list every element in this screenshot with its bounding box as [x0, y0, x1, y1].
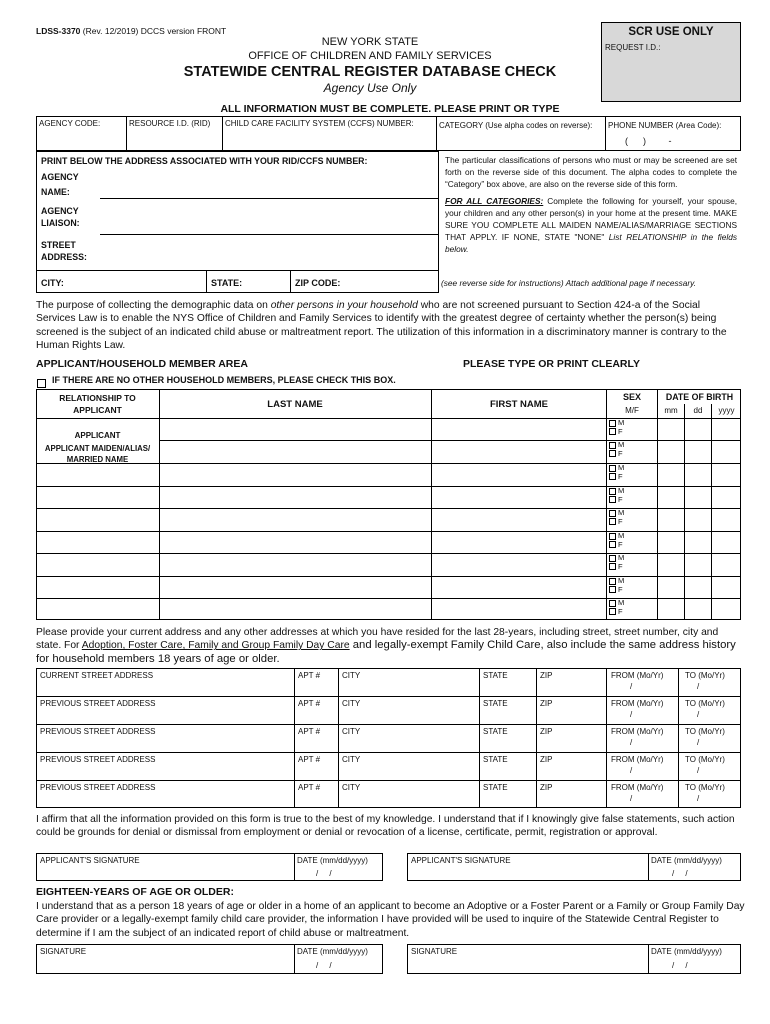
- form-title: STATEWIDE CENTRAL REGISTER DATABASE CHECK: [183, 64, 557, 80]
- eighteen-text: I understand that as a person 18 years of age or older in a home of an applicant to become an Adoptive or a Foster Parent or a Family or Group Family Day Care provider or a legally-exempt family child care provider, the information I have provided will be used to inquire of the Statewide Central Register to determine if I am the subject of an indicated report of child abuse or maltreatment.: [36, 901, 745, 939]
- from-date-label: FROM (Mo/Yr): [611, 783, 664, 792]
- sex-checkbox-group: [609, 487, 624, 504]
- to-slash: /: [697, 682, 700, 691]
- checkbox-icon[interactable]: [609, 586, 616, 593]
- signature-date-slashes-2: / /: [672, 961, 688, 970]
- from-date-label: FROM (Mo/Yr): [611, 671, 664, 680]
- sex-checkbox-group: [609, 532, 624, 549]
- apt-label: APT #: [298, 699, 321, 708]
- office-name: OFFICE OF CHILDREN AND FAMILY SERVICES: [248, 50, 492, 62]
- to-slash: /: [697, 710, 700, 719]
- checkbox-icon[interactable]: [609, 428, 616, 435]
- sex-option-label: M: [618, 418, 625, 427]
- from-slash: /: [630, 738, 633, 747]
- checkbox-icon[interactable]: [609, 488, 616, 495]
- apt-label: APT #: [298, 727, 321, 736]
- sex-option-label: M: [618, 440, 625, 449]
- sex-checkbox-group: [609, 554, 624, 571]
- sex-checkbox-group: [609, 464, 624, 481]
- agency-name-label-line2: NAME:: [41, 187, 70, 197]
- category-label: CATEGORY (Use alpha codes on reverse):: [439, 121, 593, 130]
- col-relationship: RELATIONSHIP TO APPLICANT: [59, 393, 136, 415]
- street-address-label-line1: STREET: [41, 240, 76, 250]
- scr-request-id-label: REQUEST I.D.:: [605, 43, 661, 52]
- applicant-maiden-label: APPLICANT MAIDEN/ALIAS/ MARRIED NAME: [44, 444, 151, 464]
- address-history-intro: [36, 626, 746, 666]
- agency-liaison-label: [41, 205, 80, 229]
- address-history-row[interactable]: [36, 752, 741, 780]
- applicant-signature-label-1: APPLICANT'S SIGNATURE: [40, 856, 140, 865]
- col-sex: SEX: [622, 392, 641, 402]
- ccfs-number-label: CHILD CARE FACILITY SYSTEM (CCFS) NUMBER:: [225, 119, 414, 128]
- address-history-row[interactable]: [36, 696, 741, 724]
- checkbox-icon[interactable]: [609, 600, 616, 607]
- address-history-intro-2: and legally-exempt Family Child Care, also include the same address history for household members 18 years of age or older.: [36, 639, 736, 665]
- signature-label-1: SIGNATURE: [40, 947, 87, 956]
- street-address-field[interactable]: [100, 237, 435, 269]
- for-all-categories-body: Complete the following for yourself, your spouse, your children and any other person(s) in your home at the present time. MAKE SURE YOU COMPLETE ALL MAIDEN NAME/ALIAS/MARRIAGE SECTIONS THAT APPLY. IF NONE, STATE "NONE": [445, 196, 737, 242]
- sex-female-option[interactable]: [609, 586, 624, 595]
- purpose-text-1: The purpose of collecting the demographic data on: [36, 300, 271, 311]
- checkbox-icon[interactable]: [609, 442, 616, 449]
- reverse-side-note: (see reverse side for instructions) Attach additional page if necessary.: [441, 278, 697, 288]
- from-date-label: FROM (Mo/Yr): [611, 755, 664, 764]
- sex-option-label: M: [618, 463, 625, 472]
- checkbox-icon[interactable]: [609, 420, 616, 427]
- sex-checkbox-group: [609, 441, 624, 458]
- to-date-label: TO (Mo/Yr): [685, 783, 725, 792]
- checkbox-icon[interactable]: [609, 563, 616, 570]
- sex-female-option[interactable]: [609, 608, 624, 617]
- sex-option-label: F: [618, 561, 623, 571]
- checkbox-icon[interactable]: [609, 450, 616, 457]
- sex-option-label: F: [618, 448, 623, 458]
- col-first-name: FIRST NAME: [489, 399, 549, 410]
- form-rev: (Rev. 12/2019) DCCS version FRONT: [82, 26, 227, 36]
- signature-label-2: SIGNATURE: [411, 947, 458, 956]
- sex-female-option[interactable]: [609, 473, 624, 482]
- street-address-label-line2: ADDRESS:: [41, 252, 87, 262]
- from-date-label: FROM (Mo/Yr): [611, 699, 664, 708]
- col-mm: mm: [664, 406, 678, 415]
- sex-female-option[interactable]: [609, 518, 624, 527]
- phone-number-label: PHONE NUMBER (Area Code):: [608, 121, 722, 130]
- sex-option-label: F: [618, 606, 623, 616]
- household-table: [36, 389, 741, 620]
- checkbox-icon[interactable]: [609, 608, 616, 615]
- to-date-label: TO (Mo/Yr): [685, 699, 725, 708]
- street-address-label: PREVIOUS STREET ADDRESS: [40, 699, 156, 708]
- date-label-1: DATE (mm/dd/yyyy): [297, 856, 368, 865]
- to-slash: /: [697, 766, 700, 775]
- zip-label: ZIP: [540, 755, 553, 764]
- col-sex-sub: M/F: [625, 406, 639, 415]
- state-label: STATE: [483, 699, 508, 708]
- notice-heading: ALL INFORMATION MUST BE COMPLETE. PLEASE PRINT OR TYPE: [220, 103, 560, 115]
- sex-option-label: M: [618, 486, 625, 495]
- phone-format: ( ) -: [625, 136, 672, 146]
- city-label: CITY: [342, 727, 361, 736]
- form-subtitle: Agency Use Only: [323, 81, 417, 95]
- checkbox-icon[interactable]: [609, 496, 616, 503]
- sex-female-option[interactable]: [609, 541, 624, 550]
- household-section-title: APPLICANT/HOUSEHOLD MEMBER AREA: [36, 358, 248, 370]
- relationship-note: List RELATIONSHIP in the fields below.: [445, 231, 737, 254]
- state-name: NEW YORK STATE: [321, 36, 419, 48]
- affirmation-text: I affirm that all the information provided on this form is true to the best of my knowledge. I understand that if I knowingly give false statements, such action could be grounds for denial or dismissal from employment or denial or revocation of a license, certificate, permit, registration or approval.: [36, 814, 735, 839]
- sex-option-label: M: [618, 598, 625, 607]
- signature-date-label-1: DATE (mm/dd/yyyy): [297, 947, 368, 956]
- checkbox-icon[interactable]: [609, 578, 616, 585]
- apt-label: APT #: [298, 671, 321, 680]
- to-date-label: TO (Mo/Yr): [685, 671, 725, 680]
- sex-option-label: F: [618, 539, 623, 549]
- category-instructions-text: The particular classifications of persons who must or may be screened are set forth on the reverse side of this document. The alpha codes to complete the “Category” box above, are also on the reverse side of this form.: [445, 155, 737, 189]
- street-address-label: PREVIOUS STREET ADDRESS: [40, 783, 156, 792]
- street-address-label: PREVIOUS STREET ADDRESS: [40, 755, 156, 764]
- no-household-members-label: IF THERE ARE NO OTHER HOUSEHOLD MEMBERS, PLEASE CHECK THIS BOX.: [52, 375, 396, 385]
- sex-checkbox-group: [609, 577, 624, 594]
- date-label-2: DATE (mm/dd/yyyy): [651, 856, 722, 865]
- scr-title: SCR USE ONLY: [628, 26, 714, 38]
- to-slash: /: [697, 794, 700, 803]
- col-last-name: LAST NAME: [267, 399, 323, 410]
- agency-name-field[interactable]: [100, 170, 435, 197]
- checkbox-icon[interactable]: [609, 533, 616, 540]
- apt-label: APT #: [298, 783, 321, 792]
- city-label: CITY:: [41, 278, 64, 288]
- agency-liaison-field[interactable]: [100, 202, 435, 233]
- state-label: STATE: [483, 671, 508, 680]
- checkbox-icon[interactable]: [609, 465, 616, 472]
- form-id: LDSS-3370: [36, 26, 81, 36]
- zip-label: ZIP: [540, 699, 553, 708]
- purpose-text-italic: other persons in your household: [270, 300, 418, 311]
- zip-code-label: ZIP CODE:: [295, 278, 341, 288]
- agency-code-label: AGENCY CODE:: [39, 119, 101, 128]
- from-slash: /: [630, 766, 633, 775]
- agency-liaison-label-line1: AGENCY: [41, 206, 79, 216]
- date-slashes-1: / /: [316, 869, 332, 878]
- resource-id-label: RESOURCE I.D. (RID): [129, 119, 211, 128]
- signature-date-label-2: DATE (mm/dd/yyyy): [651, 947, 722, 956]
- checkbox-icon[interactable]: [37, 379, 46, 388]
- sex-option-label: M: [618, 531, 625, 540]
- apt-label: APT #: [298, 755, 321, 764]
- city-label: CITY: [342, 783, 361, 792]
- checkbox-icon[interactable]: [609, 473, 616, 480]
- zip-label: ZIP: [540, 671, 553, 680]
- zip-label: ZIP: [540, 783, 553, 792]
- eighteen-heading: EIGHTEEN-YEARS OF AGE OR OLDER:: [36, 886, 234, 898]
- agency-name-label: [41, 170, 79, 200]
- checkbox-icon[interactable]: [609, 518, 616, 525]
- sex-female-option[interactable]: [609, 450, 624, 459]
- sex-checkbox-group: [609, 419, 624, 436]
- street-address-label: [41, 239, 87, 263]
- address-history-row[interactable]: [36, 668, 741, 696]
- checkbox-icon[interactable]: [609, 541, 616, 548]
- sex-female-option[interactable]: [609, 428, 624, 437]
- checkbox-icon[interactable]: [609, 510, 616, 517]
- form-id-line: [36, 26, 226, 36]
- agency-liaison-label-line2: LIAISON:: [41, 218, 80, 228]
- sex-option-label: M: [618, 553, 625, 562]
- to-slash: /: [697, 738, 700, 747]
- date-slashes-2: / /: [672, 869, 688, 878]
- state-label: STATE: [483, 727, 508, 736]
- sex-female-option[interactable]: [609, 563, 624, 572]
- street-address-label: CURRENT STREET ADDRESS: [40, 671, 154, 680]
- print-clearly-label: PLEASE TYPE OR PRINT CLEARLY: [463, 358, 640, 370]
- sex-checkbox-group: [609, 599, 624, 616]
- for-all-categories-text: [445, 196, 737, 255]
- signature-date-slashes-1: / /: [316, 961, 332, 970]
- sex-option-label: F: [618, 426, 623, 436]
- scr-use-only-box: [601, 22, 741, 102]
- applicant-row-label: APPLICANT: [74, 431, 121, 440]
- zip-label: ZIP: [540, 727, 553, 736]
- state-label: STATE: [483, 783, 508, 792]
- sex-option-label: F: [618, 494, 623, 504]
- sex-option-label: F: [618, 584, 623, 594]
- from-slash: /: [630, 710, 633, 719]
- sex-option-label: M: [618, 576, 625, 585]
- purpose-paragraph: [36, 299, 741, 353]
- sex-female-option[interactable]: [609, 496, 624, 505]
- for-all-categories-heading: FOR ALL CATEGORIES:: [445, 196, 544, 207]
- agency-name-label-line1: AGENCY: [41, 172, 79, 182]
- purpose-text-2: who are not screened pursuant to Section 424-a of the Social Services Law is to enable the NYS Office of Children and Family Services to identify with the greatest degree of certainty whether the person(s) being screened is the subject of an indicated child abuse or maltreatment report. The utilization of this information in a discriminatory manner is contrary to the Human Rights Law.: [36, 300, 727, 352]
- sex-option-label: F: [618, 471, 623, 481]
- city-label: CITY: [342, 699, 361, 708]
- from-slash: /: [630, 682, 633, 691]
- from-date-label: FROM (Mo/Yr): [611, 727, 664, 736]
- state-label: STATE:: [211, 278, 243, 288]
- state-label: STATE: [483, 755, 508, 764]
- col-yyyy: yyyy: [718, 406, 735, 415]
- city-label: CITY: [342, 755, 361, 764]
- address-history-intro-1: Please provide your current address and any other addresses at which you have resided for the last 28-years, including street, street number, city and state. For: [36, 627, 719, 652]
- applicant-signature-label-2: APPLICANT'S SIGNATURE: [411, 856, 511, 865]
- col-date-of-birth: DATE OF BIRTH: [665, 392, 734, 402]
- address-history-intro-underlined: Adoption, Foster Care, Family and Group Family Day Care: [81, 640, 350, 652]
- sex-option-label: M: [618, 508, 625, 517]
- address-history-row[interactable]: [36, 780, 741, 808]
- col-dd: dd: [693, 406, 703, 415]
- category-instructions: [445, 155, 737, 255]
- sex-checkbox-group: [609, 509, 624, 526]
- print-below-label: PRINT BELOW THE ADDRESS ASSOCIATED WITH YOUR RID/CCFS NUMBER:: [41, 156, 368, 166]
- to-date-label: TO (Mo/Yr): [685, 727, 725, 736]
- checkbox-icon[interactable]: [609, 555, 616, 562]
- from-slash: /: [630, 794, 633, 803]
- sex-option-label: F: [618, 516, 623, 526]
- city-label: CITY: [342, 671, 361, 680]
- street-address-label: PREVIOUS STREET ADDRESS: [40, 727, 156, 736]
- to-date-label: TO (Mo/Yr): [685, 755, 725, 764]
- address-history-row[interactable]: [36, 724, 741, 752]
